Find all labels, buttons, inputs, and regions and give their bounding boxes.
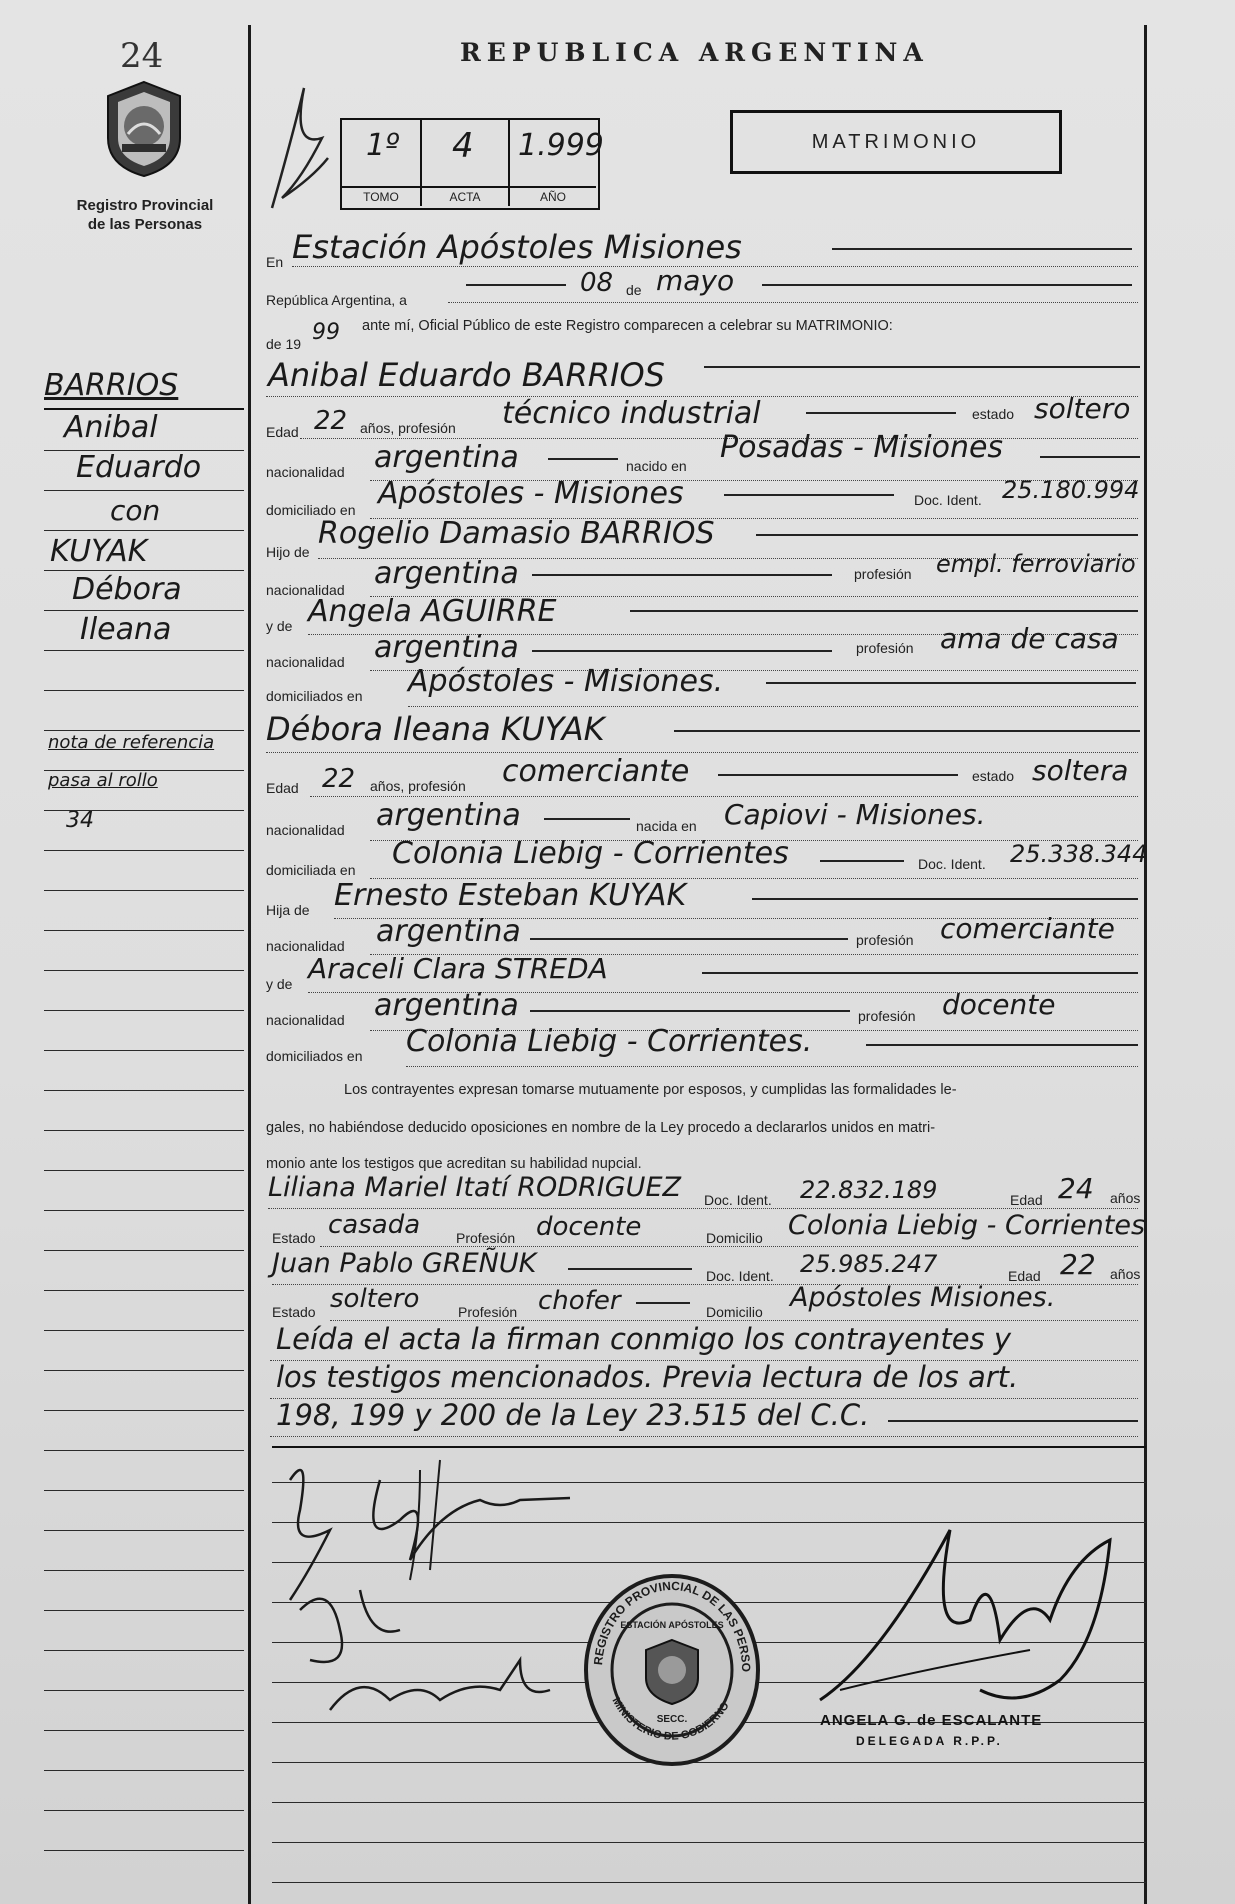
contracting-parties-signatures	[270, 1440, 630, 1740]
fill-dash	[866, 1044, 1138, 1046]
margin-name-1: Anibal	[64, 410, 158, 445]
signature-rule	[272, 1802, 1146, 1803]
acta-label: ACTA	[422, 186, 508, 204]
closing-line-3: 198, 199 y 200 de la Ley 23.515 del C.C.	[276, 1398, 870, 1432]
groom-full-name: Anibal Eduardo BARRIOS	[268, 356, 665, 394]
fill-dots	[268, 1208, 1138, 1209]
witness2-name: Juan Pablo GREÑUK	[272, 1248, 537, 1279]
fill-dash	[724, 494, 894, 496]
witness2-profession: chofer	[538, 1286, 621, 1316]
margin-rule	[44, 930, 244, 931]
groom-mother-nationality: argentina	[374, 630, 519, 665]
official-stamp-icon	[580, 1570, 764, 1770]
margin-rule	[44, 690, 244, 691]
fill-dash	[820, 860, 904, 862]
year-prefix: de 19	[266, 336, 302, 352]
fill-dash	[888, 1420, 1138, 1422]
margin-note-line-1: nota de referencia	[48, 732, 215, 753]
groom-domiciliado-label: domiciliado en	[266, 502, 356, 518]
fill-dash	[718, 774, 958, 776]
margin-surname: BARRIOS	[44, 368, 179, 403]
witness1-age: 24	[1058, 1172, 1094, 1205]
margin-rule	[44, 1530, 244, 1531]
fill-dots	[320, 1246, 1138, 1247]
witness2-doc: 25.985.247	[800, 1250, 938, 1278]
margin-rule	[44, 1290, 244, 1291]
acta-value: 4	[452, 126, 474, 166]
fill-dash	[766, 682, 1136, 684]
ceremony-place: Estación Apóstoles Misiones	[292, 228, 742, 266]
fill-dots	[406, 1066, 1138, 1067]
groom-yde-label: y de	[266, 618, 293, 634]
witness2-anos-label: años	[1110, 1266, 1141, 1282]
fill-dash	[636, 1302, 690, 1304]
bride-domicile: Colonia Liebig - Corrientes	[392, 836, 789, 871]
groom-age: 22	[314, 406, 348, 436]
fill-dots	[330, 1320, 1138, 1321]
groom-edad-label: Edad	[266, 424, 299, 440]
bride-yde-label: y de	[266, 976, 293, 992]
ceremony-day: 08	[580, 268, 614, 298]
margin-rule	[44, 450, 244, 451]
witness2-profesion-label: Profesión	[458, 1304, 518, 1320]
bride-nacionalidad-label: nacionalidad	[266, 822, 345, 838]
fill-dash	[530, 1010, 850, 1012]
margin-note-line-2: pasa al rollo	[48, 770, 158, 791]
fill-dots	[266, 752, 1138, 753]
margin-bride-name-1: Débora	[72, 572, 182, 607]
witness1-edad-label: Edad	[1010, 1192, 1043, 1208]
bride-mother: Araceli Clara STREDA	[308, 952, 608, 985]
witness1-domicile: Colonia Liebig - Corrientes	[788, 1210, 1146, 1241]
fill-dash	[832, 248, 1132, 250]
margin-rule	[44, 1330, 244, 1331]
margin-rule	[44, 1090, 244, 1091]
bride-father: Ernesto Esteban KUYAK	[334, 878, 687, 913]
bride-parents-domicile: Colonia Liebig - Corrientes.	[406, 1024, 813, 1059]
groom-father-nationality: argentina	[374, 556, 519, 591]
bride-mother-nationality: argentina	[374, 988, 519, 1023]
bride-nationality: argentina	[376, 798, 521, 833]
comparecen-text: ante mí, Oficial Público de este Registro comparecen a celebrar su MATRIMONIO:	[362, 318, 893, 334]
republica-label: República Argentina, a	[266, 292, 407, 308]
margin-rule	[44, 1610, 244, 1611]
fill-dots	[448, 302, 1138, 303]
bride-father-profesion-label: profesión	[856, 932, 914, 948]
witness1-doc-label: Doc. Ident.	[704, 1192, 772, 1208]
margin-bride-name-2: Ileana	[80, 612, 172, 647]
margin-rule	[44, 1050, 244, 1051]
svg-text:MINISTERIO DE GOBIERNO: MINISTERIO DE GOBIERNO	[609, 1695, 732, 1743]
groom-profession: técnico industrial	[502, 396, 761, 431]
fill-dash	[1040, 456, 1140, 458]
margin-rule	[44, 1650, 244, 1651]
bride-doc: 25.338.344	[1010, 840, 1148, 868]
fill-dash	[762, 284, 1132, 286]
margin-rule	[44, 1770, 244, 1771]
witness2-age: 22	[1060, 1248, 1096, 1281]
ceremony-month: mayo	[656, 264, 735, 297]
fill-dash	[704, 366, 1140, 368]
bride-nacida-label: nacida en	[636, 818, 697, 834]
bride-anos-profesion-label: años, profesión	[370, 778, 466, 794]
groom-doc-label: Doc. Ident.	[914, 492, 982, 508]
closing-line-1: Leída el acta la firman conmigo los contrayentes y	[276, 1322, 1012, 1356]
bride-profession: comerciante	[502, 754, 690, 789]
signature-rule	[272, 1842, 1146, 1843]
bride-full-name: Débora Ileana KUYAK	[266, 710, 605, 748]
margin-divider	[248, 25, 251, 1904]
fill-dash	[548, 458, 618, 460]
groom-mother-profession: ama de casa	[940, 622, 1119, 655]
declaration-line-2: gales, no habiéndose deducido oposiciones en nombre de la Ley procedo a declararlos unidos en matri-	[266, 1120, 936, 1136]
anio-value: 1.999	[518, 128, 604, 163]
margin-rule	[44, 770, 244, 771]
groom-nacionalidad-label: nacionalidad	[266, 464, 345, 480]
groom-anos-profesion-label: años, profesión	[360, 420, 456, 436]
margin-rule	[44, 850, 244, 851]
groom-parents-domicile: Apóstoles - Misiones.	[408, 664, 724, 699]
declaration-line-1: Los contrayentes expresan tomarse mutuamente por esposos, y cumplidas las formalidades le-	[344, 1082, 957, 1098]
signature-rule	[272, 1882, 1146, 1883]
record-number-table	[340, 118, 604, 210]
witness1-profession: docente	[536, 1212, 642, 1242]
officer-title: DELEGADA R.P.P.	[856, 1734, 1003, 1748]
groom-mother-profesion-label: profesión	[856, 640, 914, 656]
witness1-doc: 22.832.189	[800, 1176, 938, 1204]
witness1-status: casada	[328, 1210, 421, 1240]
signature-scrawl-left	[262, 78, 334, 218]
margin-rule	[44, 570, 244, 571]
groom-father: Rogelio Damasio BARRIOS	[318, 516, 715, 551]
witness2-edad-label: Edad	[1008, 1268, 1041, 1284]
witness2-domicile: Apóstoles Misiones.	[790, 1282, 1056, 1313]
margin-rule	[44, 650, 244, 651]
fill-dash	[630, 610, 1138, 612]
margin-rule	[44, 1210, 244, 1211]
svg-text:SECC.: SECC.	[656, 1714, 688, 1725]
witness2-domicilio-label: Domicilio	[706, 1304, 763, 1320]
fill-dash	[702, 972, 1138, 974]
margin-rule	[44, 1730, 244, 1731]
margin-rule	[44, 408, 244, 410]
bride-hija-label: Hija de	[266, 902, 310, 918]
margin-rule	[44, 810, 244, 811]
officer-signature	[800, 1500, 1130, 1730]
groom-doc: 25.180.994	[1002, 476, 1140, 504]
groom-nacido-label: nacido en	[626, 458, 687, 474]
groom-father-profession: empl. ferroviario	[936, 550, 1136, 578]
bride-edad-label: Edad	[266, 780, 299, 796]
margin-rule	[44, 1570, 244, 1571]
bride-mother-profession: docente	[942, 988, 1056, 1021]
fill-dash	[756, 534, 1138, 536]
bride-father-nacionalidad-label: nacionalidad	[266, 938, 345, 954]
closing-line-2: los testigos mencionados. Previa lectura de los art.	[276, 1360, 1019, 1394]
margin-rule	[44, 1690, 244, 1691]
fill-dash	[674, 730, 1140, 732]
groom-status: soltero	[1034, 392, 1131, 425]
margin-rule	[44, 1010, 244, 1011]
svg-text:REGISTRO PROVINCIAL DE LAS PER: REGISTRO PROVINCIAL DE LAS PERSO	[591, 1578, 754, 1673]
officer-name: ANGELA G. de ESCALANTE	[820, 1712, 1043, 1729]
fill-dash	[806, 412, 956, 414]
margin-con: con	[110, 494, 161, 527]
year-suffix: 99	[312, 320, 340, 345]
margin-bride-surname: KUYAK	[50, 534, 148, 569]
registry-name: Registro Provincial de las Personas	[76, 197, 214, 233]
bride-status: soltera	[1032, 754, 1129, 787]
country-title: REPUBLICA ARGENTINA	[460, 38, 929, 67]
fill-dash	[532, 574, 832, 576]
margin-rule	[44, 730, 244, 731]
fill-dash	[466, 284, 566, 286]
margin-rule	[44, 1250, 244, 1251]
document-type: MATRIMONIO	[811, 130, 981, 153]
witness1-name: Liliana Mariel Itatí RODRIGUEZ	[268, 1172, 682, 1203]
fill-dash	[532, 650, 832, 652]
groom-nationality: argentina	[374, 440, 519, 475]
margin-rule	[44, 490, 244, 491]
margin-rule	[44, 610, 244, 611]
groom-birthplace: Posadas - Misiones	[720, 430, 1004, 465]
groom-mother-nacionalidad-label: nacionalidad	[266, 654, 345, 670]
tomo-label: TOMO	[342, 186, 420, 204]
groom-hijo-label: Hijo de	[266, 544, 310, 560]
page-number: 24	[120, 36, 164, 76]
bride-mother-profesion-label: profesión	[858, 1008, 916, 1024]
anio-label: AÑO	[510, 186, 596, 204]
document-type-box	[730, 110, 1062, 174]
svg-text:ESTACIÓN APÓSTOLES: ESTACIÓN APÓSTOLES	[620, 1620, 724, 1630]
witness1-domicilio-label: Domicilio	[706, 1230, 763, 1246]
margin-rule	[44, 1490, 244, 1491]
margin-rule	[44, 1810, 244, 1811]
margin-rule	[44, 890, 244, 891]
fill-dots	[300, 438, 1138, 439]
margin-name-2: Eduardo	[76, 450, 202, 485]
bride-father-profession: comerciante	[940, 912, 1115, 945]
groom-domicile: Apóstoles - Misiones	[378, 476, 684, 511]
fill-dots	[408, 706, 1138, 707]
fill-dash	[544, 818, 630, 820]
bride-domiciliada-label: domiciliada en	[266, 862, 356, 878]
witness2-status: soltero	[330, 1284, 420, 1314]
bride-father-nationality: argentina	[376, 914, 521, 949]
groom-domiciliados-label: domiciliados en	[266, 688, 363, 704]
margin-rule	[44, 1850, 244, 1851]
de-label: de	[626, 282, 642, 298]
bride-birthplace: Capiovi - Misiones.	[724, 798, 986, 831]
fill-dots	[310, 796, 1138, 797]
margin-rule	[44, 530, 244, 531]
groom-estado-label: estado	[972, 406, 1015, 422]
groom-father-nacionalidad-label: nacionalidad	[266, 582, 345, 598]
margin-rule	[44, 1410, 244, 1411]
provincial-crest-icon	[98, 78, 190, 180]
fill-dash	[530, 938, 848, 940]
witness1-estado-label: Estado	[272, 1230, 316, 1246]
witness1-anos-label: años	[1110, 1190, 1141, 1206]
fill-dots	[270, 1436, 1138, 1437]
en-label: En	[266, 254, 284, 270]
witness1-profesion-label: Profesión	[456, 1230, 516, 1246]
bride-domiciliados-label: domiciliados en	[266, 1048, 363, 1064]
margin-note-line-3: 34	[66, 808, 94, 833]
tomo-value: 1º	[366, 128, 400, 163]
witness2-estado-label: Estado	[272, 1304, 316, 1320]
margin-rule	[44, 1450, 244, 1451]
margin-rule	[44, 1170, 244, 1171]
bride-age: 22	[322, 764, 356, 794]
groom-mother: Angela AGUIRRE	[308, 594, 557, 629]
bride-doc-label: Doc. Ident.	[918, 856, 986, 872]
declaration-line-3: monio ante los testigos que acreditan su habilidad nupcial.	[266, 1156, 642, 1172]
right-border	[1144, 25, 1147, 1904]
margin-rule	[44, 970, 244, 971]
margin-rule	[44, 1130, 244, 1131]
bride-estado-label: estado	[972, 768, 1015, 784]
fill-dash	[568, 1268, 692, 1270]
bride-mother-nacionalidad-label: nacionalidad	[266, 1012, 345, 1028]
fill-dash	[752, 898, 1138, 900]
margin-rule	[44, 1370, 244, 1371]
groom-father-profesion-label: profesión	[854, 566, 912, 582]
witness2-doc-label: Doc. Ident.	[706, 1268, 774, 1284]
